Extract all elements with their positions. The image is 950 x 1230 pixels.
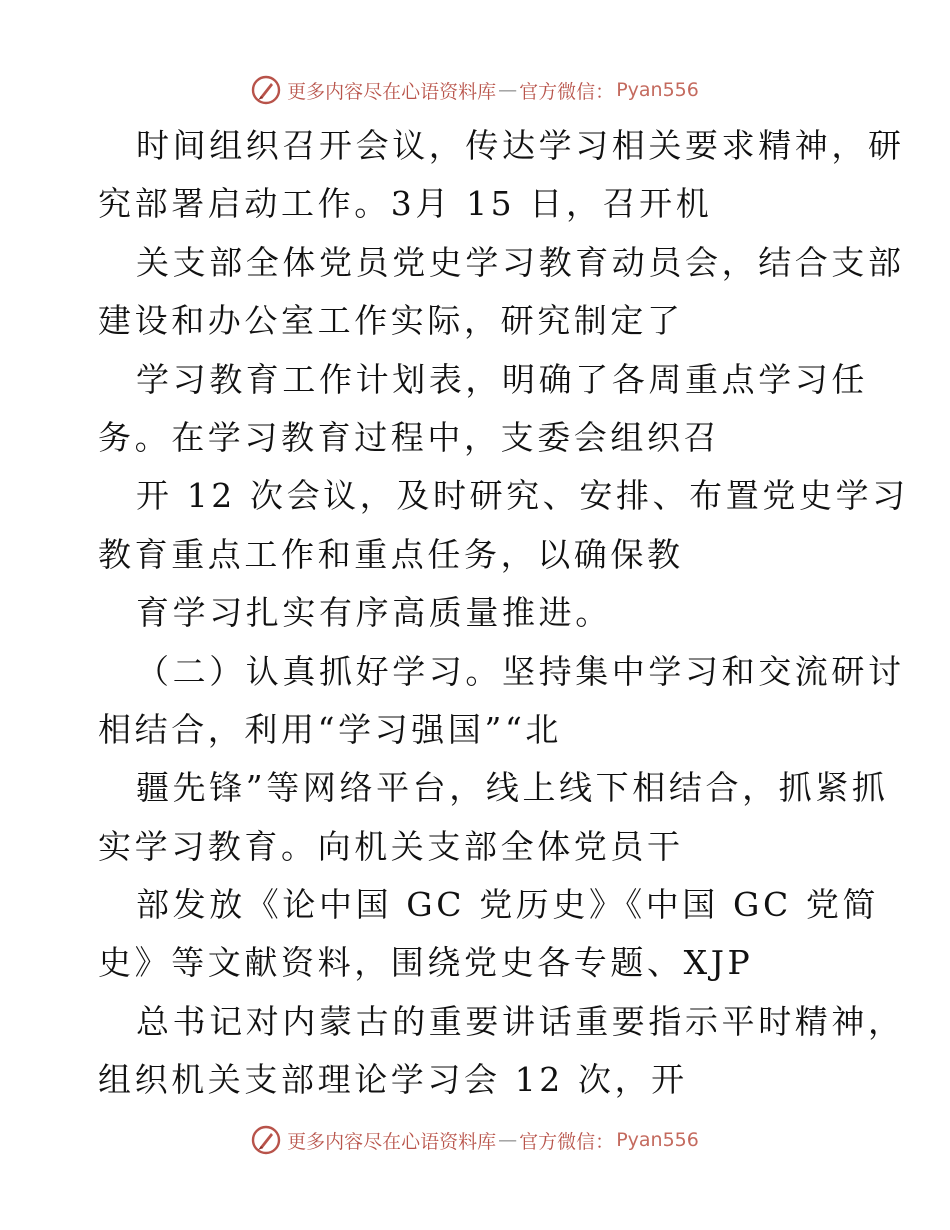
- header-watermark: [0, 70, 950, 110]
- text-line: 史》等文献资料，围绕党史各专题、XJP: [98, 943, 754, 983]
- watermark-title: 更多内容尽在心语资料库: [287, 80, 497, 103]
- text-line: 关支部全体党员党史学习教育动员会，结合支部: [136, 242, 905, 282]
- text-line: 部发放《论中国 GC 党历史》《中国 GC 党简: [136, 885, 880, 925]
- watermark-dash: —: [498, 1129, 518, 1151]
- quill-pen-logo-icon: [251, 1125, 281, 1155]
- document-body: [98, 117, 909, 1110]
- watermark-label: 官方微信：: [519, 1130, 615, 1153]
- text-line: 组织机关支部理论学习会 12 次，开: [98, 1060, 688, 1100]
- watermark-dash: —: [498, 79, 518, 101]
- watermark-wechat-id: Pyan556: [616, 79, 699, 101]
- text-line: 务。在学习教育过程中，支委会组织召: [98, 417, 721, 457]
- watermark-title: 更多内容尽在心语资料库: [287, 1130, 497, 1153]
- text-line: 实学习教育。向机关支部全体党员干: [98, 826, 684, 866]
- footer-watermark: [0, 1120, 950, 1160]
- text-line: （二）认真抓好学习。坚持集中学习和交流研讨: [136, 651, 905, 691]
- text-line: 究部署启动工作。3月 15 日，召开机: [98, 184, 713, 224]
- text-line: 教育重点工作和重点任务，以确保教: [98, 534, 684, 574]
- text-line: 开 12 次会议，及时研究、安排、布置党史学习: [136, 476, 909, 516]
- text-line: 相结合，利用“学习强国”“北: [98, 709, 563, 749]
- text-line: 学习教育工作计划表，明确了各周重点学习任: [136, 359, 868, 399]
- text-line: 建设和办公室工作实际，研究制定了: [98, 301, 684, 341]
- text-line: 总书记对内蒙古的重要讲话重要指示平时精神，: [136, 1001, 905, 1041]
- text-line: 疆先锋”等网络平台，线上线下相结合，抓紧抓: [136, 768, 889, 808]
- watermark-label: 官方微信：: [519, 80, 615, 103]
- quill-pen-logo-icon: [251, 75, 281, 105]
- text-line: 时间组织召开会议，传达学习相关要求精神，研: [136, 126, 905, 165]
- text-line: 育学习扎实有序高质量推进。: [136, 593, 612, 633]
- watermark-wechat-id: Pyan556: [616, 1129, 699, 1151]
